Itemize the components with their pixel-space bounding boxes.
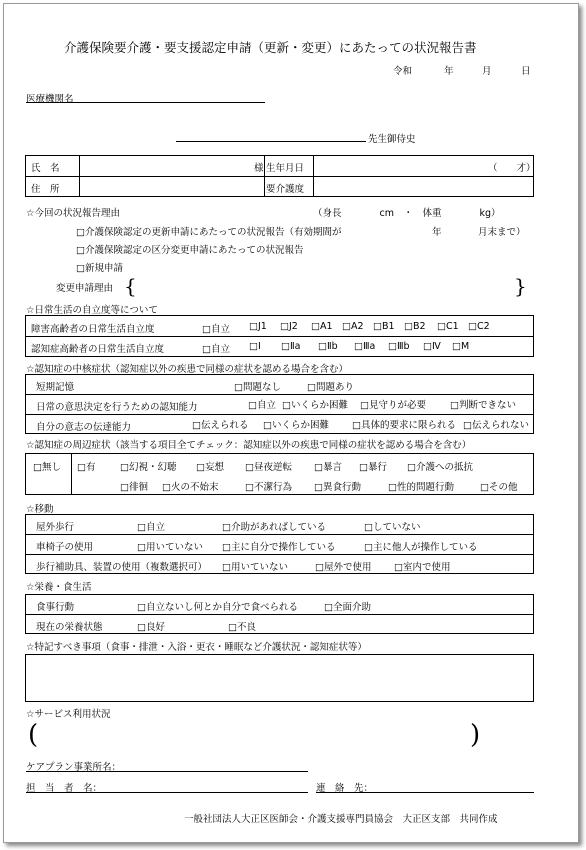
- opt-aid-outdoor[interactable]: □屋外で使用: [315, 562, 372, 573]
- opt-none[interactable]: □無し: [33, 462, 61, 473]
- eating-label: 食事行動: [36, 602, 75, 613]
- opt-can-convey[interactable]: □伝えられる: [192, 420, 249, 431]
- opt-jiritsu-2[interactable]: □自立: [248, 400, 276, 411]
- paren-close: ): [470, 720, 481, 750]
- walking-aid-label: 歩行補助具、装置の使用（複数選択可）: [36, 562, 208, 573]
- opt-present[interactable]: □有: [77, 462, 96, 473]
- opt-j1[interactable]: □J1: [249, 321, 267, 332]
- footer-credit: 一般社団法人大正区医師会・介護支援専門員協会 大正区支部 共同作成: [184, 814, 498, 825]
- careplan-person-line[interactable]: [26, 792, 308, 793]
- opt-wandering[interactable]: □徘徊: [120, 482, 148, 493]
- opt-good[interactable]: □良好: [137, 622, 165, 633]
- notes-box[interactable]: [25, 654, 534, 702]
- name-label: 氏 名: [31, 163, 60, 174]
- opt-violence[interactable]: □暴行: [359, 462, 387, 473]
- dementia-elderly-label: 認知症高齢者の日常生活自立度: [31, 344, 165, 355]
- sama-label: 様: [254, 163, 264, 174]
- opt-walk-assisted[interactable]: □介助があればしている: [222, 522, 326, 533]
- care-level-label: 要介護度: [266, 184, 305, 195]
- opt-walk-jiritsu[interactable]: □自立: [137, 522, 165, 533]
- core-heading: ☆認知症の中核症状（認知症以外の疾患で同様の症状を認める場合を含む）: [26, 364, 349, 375]
- opt-eat-self[interactable]: □自立ないし何とか自分で食べられる: [137, 602, 298, 613]
- careplan-office-line[interactable]: [26, 771, 308, 772]
- opt-aid-indoor[interactable]: □室内で使用: [394, 562, 451, 573]
- reason-new[interactable]: □新規申請: [76, 263, 123, 274]
- notes-heading: ☆特記すべき事項（食事・排泄・入浴・更衣・睡眠など介護状況・認知症状等）: [26, 642, 367, 653]
- change-reason-label: 変更申請理由: [56, 283, 114, 294]
- opt-d-3a[interactable]: □Ⅲa: [354, 341, 376, 352]
- opt-a1[interactable]: □A1: [311, 321, 333, 332]
- careplan-office-label: ケアプラン事業所名：: [26, 762, 122, 773]
- date-day: 日: [521, 66, 531, 77]
- brace-open: {: [124, 274, 137, 298]
- wheelchair-label: 車椅子の使用: [36, 542, 94, 553]
- opt-d-1[interactable]: □Ⅰ: [249, 341, 261, 352]
- opt-poor[interactable]: □不良: [228, 622, 256, 633]
- opt-wc-self[interactable]: □主に自分で操作している: [222, 542, 336, 553]
- reason-month-end: 月末まで）: [478, 227, 526, 238]
- brace-close: }: [514, 274, 527, 298]
- opt-c2[interactable]: □C2: [468, 321, 490, 332]
- age-label: （ 才）: [488, 163, 536, 174]
- decision-label: 日常の意思決定を行うための認知能力: [36, 402, 198, 413]
- careplan-contact-line[interactable]: [316, 792, 534, 793]
- institution-label: 医療機関名: [26, 94, 74, 105]
- opt-cannot-convey[interactable]: □伝えられない: [463, 420, 529, 431]
- opt-d-3b[interactable]: □Ⅲb: [388, 341, 410, 352]
- independence-heading: ☆日常生活の自立度等について: [26, 305, 158, 316]
- date-era: 令和: [393, 66, 413, 77]
- nutrition-heading: ☆栄養・食生活: [26, 582, 92, 593]
- opt-b1[interactable]: □B1: [373, 321, 395, 332]
- opt-aid-none[interactable]: □用いていない: [222, 562, 288, 573]
- opt-pica[interactable]: □異食行動: [314, 482, 361, 493]
- opt-resist-care[interactable]: □介護への抵抗: [407, 462, 473, 473]
- careplan-person-label: 担 当 者 名：: [26, 783, 103, 794]
- opt-problem[interactable]: □問題あり: [307, 382, 354, 393]
- reason-change[interactable]: □介護保険認定の区分変更申請にあたっての状況報告: [76, 245, 304, 256]
- opt-somewhat-hard[interactable]: □いくらか困難: [282, 400, 348, 411]
- service-heading: ☆サービス利用状況: [26, 709, 111, 720]
- opt-wc-none[interactable]: □用いていない: [137, 542, 203, 553]
- opt-other[interactable]: □その他: [480, 482, 518, 493]
- opt-d-2b[interactable]: □Ⅱb: [318, 341, 338, 352]
- outdoor-walk-label: 屋外歩行: [36, 522, 75, 533]
- opt-b2[interactable]: □B2: [404, 321, 426, 332]
- opt-needs-watch[interactable]: □見守りが必要: [360, 400, 426, 411]
- opt-somewhat-hard-2[interactable]: □いくらか困難: [263, 420, 329, 431]
- reason-renewal[interactable]: □介護保険認定の更新申請にあたっての状況報告（有効期間が: [76, 227, 342, 238]
- paren-open: (: [28, 720, 39, 750]
- opt-c1[interactable]: □C1: [437, 321, 459, 332]
- short-memory-label: 短期記憶: [36, 382, 75, 393]
- opt-walk-not[interactable]: □していない: [364, 522, 421, 533]
- peripheral-heading: ☆認知症の周辺症状（該当する項目全てチェック：認知症以外の疾患で同様の症状を認める場合を含む）: [26, 440, 472, 451]
- date-year: 年: [444, 66, 454, 77]
- date-month: 月: [482, 66, 492, 77]
- opt-eat-full-assist[interactable]: □全面介助: [324, 602, 371, 613]
- reason-heading: ☆今回の状況報告理由: [26, 208, 121, 219]
- opt-limited[interactable]: □具体的要求に限られる: [352, 420, 456, 431]
- birth-label: 生年月日: [266, 163, 305, 174]
- opt-day-night[interactable]: □昼夜逆転: [245, 462, 292, 473]
- opt-delusion[interactable]: □妄想: [196, 462, 224, 473]
- doctor-line[interactable]: [176, 141, 366, 142]
- disabled-elderly-label: 障害高齢者の日常生活自立度: [31, 324, 155, 335]
- opt-fire[interactable]: □火の不始末: [162, 482, 219, 493]
- height-weight: （身長 cm ・ 体重 kg）: [313, 208, 501, 219]
- opt-d-4[interactable]: □Ⅳ: [423, 341, 441, 352]
- opt-no-problem[interactable]: □問題なし: [234, 382, 281, 393]
- opt-cannot-judge[interactable]: □判断できない: [450, 400, 516, 411]
- opt-d-jiritsu[interactable]: □自立: [202, 344, 230, 355]
- document-title: 介護保険要介護・要支援認定申請（更新・変更）にあたっての状況報告書: [64, 40, 477, 55]
- communication-label: 自分の意志の伝達能力: [36, 422, 132, 433]
- nutrition-status-label: 現在の栄養状態: [36, 622, 103, 633]
- opt-sexual[interactable]: □性的問題行動: [388, 482, 454, 493]
- opt-j2[interactable]: □J2: [280, 321, 298, 332]
- reason-year: 年: [432, 227, 442, 238]
- opt-a2[interactable]: □A2: [342, 321, 364, 332]
- doctor-suffix: 先生御侍史: [368, 134, 416, 145]
- opt-d-m[interactable]: □M: [452, 341, 470, 352]
- mobility-heading: ☆移動: [26, 504, 54, 515]
- opt-hallucination[interactable]: □幻視・幻聴: [120, 462, 177, 473]
- address-label: 住 所: [31, 184, 60, 195]
- opt-d-2a[interactable]: □Ⅱa: [281, 341, 301, 352]
- institution-line[interactable]: [26, 102, 265, 103]
- opt-jiritsu[interactable]: □自立: [202, 324, 230, 335]
- careplan-contact-label: 連 絡 先：: [316, 783, 374, 794]
- opt-unclean[interactable]: □不潔行為: [245, 482, 292, 493]
- opt-wc-other[interactable]: □主に他人が操作している: [364, 542, 478, 553]
- opt-verbal-abuse[interactable]: □暴言: [314, 462, 342, 473]
